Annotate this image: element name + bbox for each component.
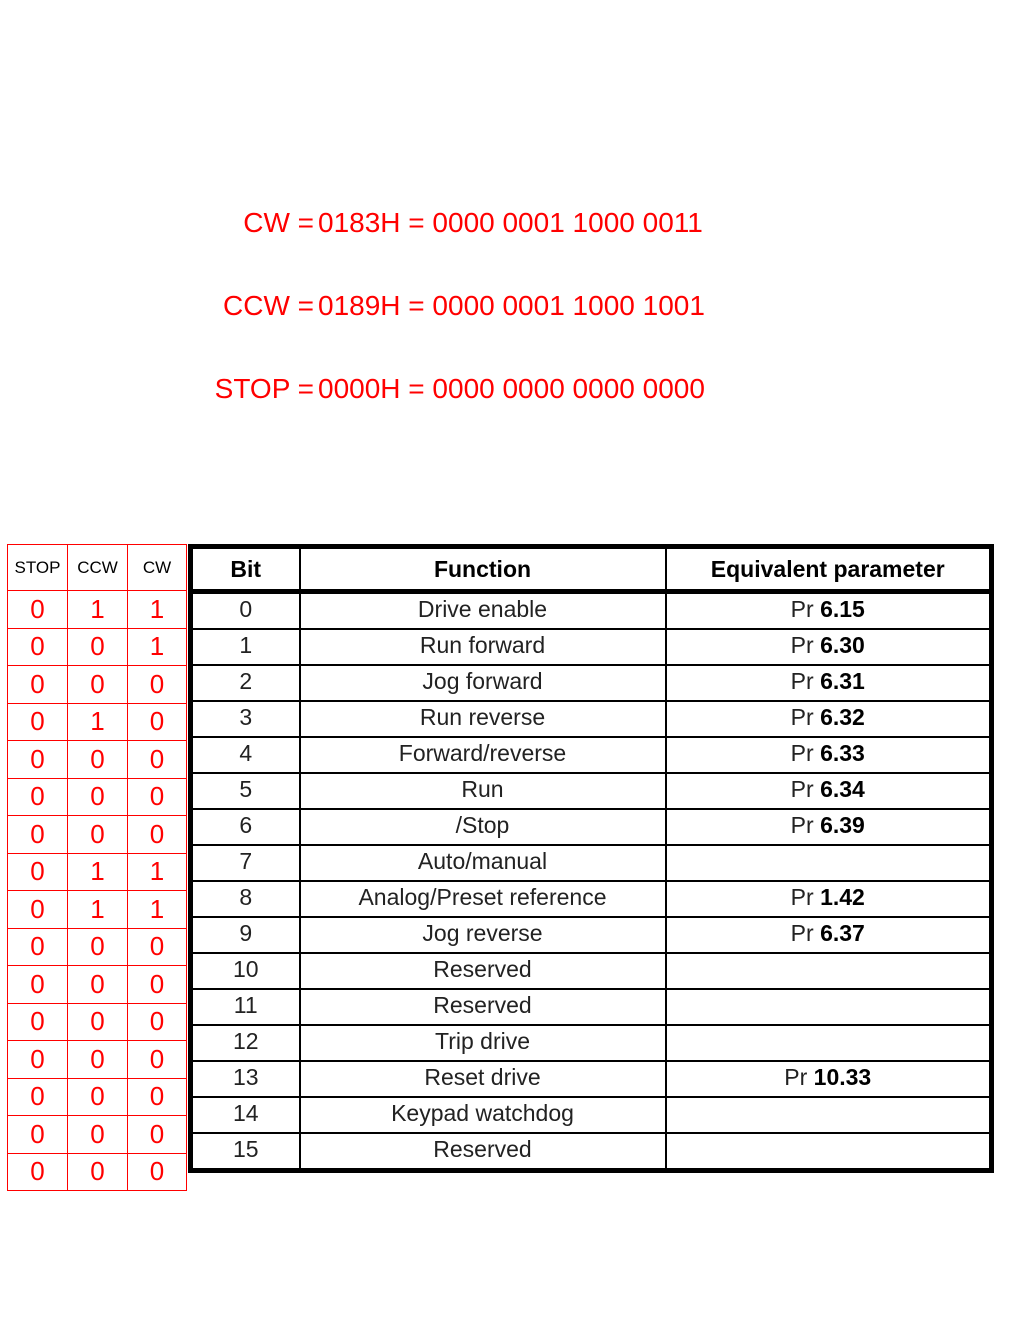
function-cell: Drive enable — [300, 592, 666, 630]
bit-cell: 2 — [191, 665, 300, 701]
function-cell: /Stop — [300, 809, 666, 845]
control-word-table — [188, 544, 994, 1173]
equation-cw — [198, 209, 703, 237]
overlay-cell-ccw: 0 — [68, 666, 128, 704]
overlay-cell-cw: 0 — [128, 1003, 187, 1041]
overlay-cell-cw: 0 — [128, 1078, 187, 1116]
overlay-cell-stop: 0 — [8, 741, 68, 779]
table-row — [191, 701, 992, 737]
bit-cell: 9 — [191, 917, 300, 953]
bit-cell: 1 — [191, 629, 300, 665]
parameter-cell — [666, 1097, 992, 1133]
parameter-value: 6.39 — [820, 812, 865, 838]
overlay-row — [8, 1116, 187, 1154]
function-cell: Run — [300, 773, 666, 809]
table-row — [191, 1133, 992, 1171]
overlay-cell-ccw: 0 — [68, 816, 128, 854]
bit-cell: 7 — [191, 845, 300, 881]
table-row — [191, 773, 992, 809]
overlay-header-stop: STOP — [8, 545, 68, 591]
overlay-row — [8, 778, 187, 816]
header-bit: Bit — [191, 547, 300, 592]
overlay-row — [8, 1153, 187, 1191]
overlay-header-cw: CW — [128, 545, 187, 591]
function-cell: Forward/reverse — [300, 737, 666, 773]
overlay-cell-stop: 0 — [8, 703, 68, 741]
overlay-cell-ccw: 0 — [68, 1041, 128, 1079]
parameter-cell — [666, 881, 992, 917]
overlay-row — [8, 591, 187, 629]
bit-values-overlay — [7, 544, 187, 1191]
equation-ccw — [198, 292, 705, 320]
overlay-cell-stop: 0 — [8, 1041, 68, 1079]
function-cell: Reserved — [300, 953, 666, 989]
overlay-cell-cw: 1 — [128, 628, 187, 666]
parameter-value: 6.15 — [820, 596, 865, 622]
parameter-cell — [666, 773, 992, 809]
parameter-value: 6.37 — [820, 920, 865, 946]
equation-cw-label: CW = — [243, 207, 314, 238]
bit-cell: 5 — [191, 773, 300, 809]
bit-cell: 13 — [191, 1061, 300, 1097]
overlay-cell-cw: 0 — [128, 1116, 187, 1154]
parameter-value: 6.30 — [820, 632, 865, 658]
overlay-cell-cw: 0 — [128, 741, 187, 779]
function-cell: Analog/Preset reference — [300, 881, 666, 917]
table-row — [191, 592, 992, 630]
overlay-cell-cw: 0 — [128, 816, 187, 854]
overlay-row — [8, 741, 187, 779]
overlay-cell-ccw: 1 — [68, 591, 128, 629]
parameter-cell — [666, 917, 992, 953]
parameter-value: 1.42 — [820, 884, 865, 910]
overlay-row — [8, 891, 187, 929]
overlay-cell-stop: 0 — [8, 778, 68, 816]
overlay-header-ccw: CCW — [68, 545, 128, 591]
overlay-cell-stop: 0 — [8, 591, 68, 629]
bit-cell: 12 — [191, 1025, 300, 1061]
parameter-prefix: Pr — [790, 812, 814, 838]
overlay-row — [8, 1041, 187, 1079]
parameter-cell — [666, 1133, 992, 1171]
table-row — [191, 881, 992, 917]
overlay-cell-ccw: 1 — [68, 703, 128, 741]
header-function: Function — [300, 547, 666, 592]
parameter-cell — [666, 953, 992, 989]
function-cell: Keypad watchdog — [300, 1097, 666, 1133]
overlay-row — [8, 816, 187, 854]
equation-stop-label: STOP = — [214, 373, 314, 404]
overlay-cell-stop: 0 — [8, 891, 68, 929]
overlay-cell-stop: 0 — [8, 966, 68, 1004]
bit-cell: 8 — [191, 881, 300, 917]
overlay-cell-cw: 1 — [128, 853, 187, 891]
parameter-value: 10.33 — [813, 1064, 872, 1090]
overlay-cell-cw: 0 — [128, 666, 187, 704]
overlay-cell-stop: 0 — [8, 928, 68, 966]
overlay-cell-cw: 1 — [128, 591, 187, 629]
overlay-cell-cw: 0 — [128, 1153, 187, 1191]
parameter-cell — [666, 1025, 992, 1061]
bit-cell: 10 — [191, 953, 300, 989]
overlay-row — [8, 1003, 187, 1041]
function-cell: Trip drive — [300, 1025, 666, 1061]
table-row — [191, 737, 992, 773]
overlay-cell-cw: 1 — [128, 891, 187, 929]
overlay-row — [8, 703, 187, 741]
overlay-cell-cw: 0 — [128, 1041, 187, 1079]
table-row — [191, 629, 992, 665]
parameter-cell — [666, 701, 992, 737]
parameter-cell — [666, 592, 992, 630]
overlay-cell-ccw: 0 — [68, 1003, 128, 1041]
equation-stop — [198, 375, 705, 403]
overlay-cell-stop: 0 — [8, 1003, 68, 1041]
bit-cell: 14 — [191, 1097, 300, 1133]
overlay-cell-ccw: 0 — [68, 928, 128, 966]
function-cell: Reserved — [300, 1133, 666, 1171]
overlay-cell-ccw: 0 — [68, 628, 128, 666]
table-row — [191, 665, 992, 701]
parameter-prefix: Pr — [790, 776, 814, 802]
header-equivalent-parameter: Equivalent parameter — [666, 547, 992, 592]
overlay-cell-ccw: 0 — [68, 1116, 128, 1154]
overlay-cell-ccw: 0 — [68, 778, 128, 816]
table-row — [191, 1025, 992, 1061]
equation-stop-value: 0000H = 0000 0000 0000 0000 — [318, 373, 705, 404]
table-row — [191, 809, 992, 845]
overlay-cell-stop: 0 — [8, 1078, 68, 1116]
overlay-row — [8, 1078, 187, 1116]
parameter-cell — [666, 737, 992, 773]
overlay-cell-ccw: 0 — [68, 1078, 128, 1116]
equation-ccw-label: CCW = — [223, 290, 314, 321]
parameter-prefix: Pr — [790, 884, 814, 910]
function-cell: Auto/manual — [300, 845, 666, 881]
bit-cell: 4 — [191, 737, 300, 773]
parameter-prefix: Pr — [784, 1064, 808, 1090]
equation-ccw-value: 0189H = 0000 0001 1000 1001 — [318, 290, 705, 321]
overlay-cell-cw: 0 — [128, 703, 187, 741]
overlay-cell-stop: 0 — [8, 816, 68, 854]
overlay-cell-ccw: 0 — [68, 741, 128, 779]
function-cell: Jog reverse — [300, 917, 666, 953]
function-cell: Reset drive — [300, 1061, 666, 1097]
parameter-value: 6.31 — [820, 668, 865, 694]
table-row — [191, 917, 992, 953]
overlay-cell-cw: 0 — [128, 928, 187, 966]
function-cell: Reserved — [300, 989, 666, 1025]
parameter-prefix: Pr — [790, 596, 814, 622]
parameter-prefix: Pr — [790, 632, 814, 658]
overlay-row — [8, 628, 187, 666]
function-cell: Jog forward — [300, 665, 666, 701]
overlay-cell-stop: 0 — [8, 1153, 68, 1191]
parameter-cell — [666, 989, 992, 1025]
overlay-cell-ccw: 1 — [68, 891, 128, 929]
bit-cell: 0 — [191, 592, 300, 630]
overlay-cell-stop: 0 — [8, 628, 68, 666]
parameter-value: 6.33 — [820, 740, 865, 766]
overlay-row — [8, 666, 187, 704]
overlay-cell-ccw: 0 — [68, 966, 128, 1004]
equation-cw-value: 0183H = 0000 0001 1000 0011 — [318, 207, 703, 238]
bit-cell: 15 — [191, 1133, 300, 1171]
overlay-cell-stop: 0 — [8, 1116, 68, 1154]
parameter-prefix: Pr — [790, 920, 814, 946]
function-cell: Run reverse — [300, 701, 666, 737]
overlay-cell-ccw: 0 — [68, 1153, 128, 1191]
parameter-cell — [666, 845, 992, 881]
table-row — [191, 1097, 992, 1133]
overlay-cell-stop: 0 — [8, 666, 68, 704]
table-row — [191, 953, 992, 989]
overlay-row — [8, 928, 187, 966]
bit-cell: 3 — [191, 701, 300, 737]
overlay-cell-stop: 0 — [8, 853, 68, 891]
bit-cell: 11 — [191, 989, 300, 1025]
parameter-prefix: Pr — [790, 740, 814, 766]
parameter-prefix: Pr — [790, 668, 814, 694]
overlay-cell-cw: 0 — [128, 966, 187, 1004]
table-row — [191, 989, 992, 1025]
parameter-value: 6.34 — [820, 776, 865, 802]
overlay-row — [8, 853, 187, 891]
table-row — [191, 845, 992, 881]
function-cell: Run forward — [300, 629, 666, 665]
parameter-value: 6.32 — [820, 704, 865, 730]
overlay-cell-ccw: 1 — [68, 853, 128, 891]
table-row — [191, 1061, 992, 1097]
parameter-cell — [666, 665, 992, 701]
parameter-prefix: Pr — [790, 704, 814, 730]
parameter-cell — [666, 629, 992, 665]
overlay-cell-cw: 0 — [128, 778, 187, 816]
parameter-cell — [666, 1061, 992, 1097]
parameter-cell — [666, 809, 992, 845]
bit-cell: 6 — [191, 809, 300, 845]
overlay-row — [8, 966, 187, 1004]
